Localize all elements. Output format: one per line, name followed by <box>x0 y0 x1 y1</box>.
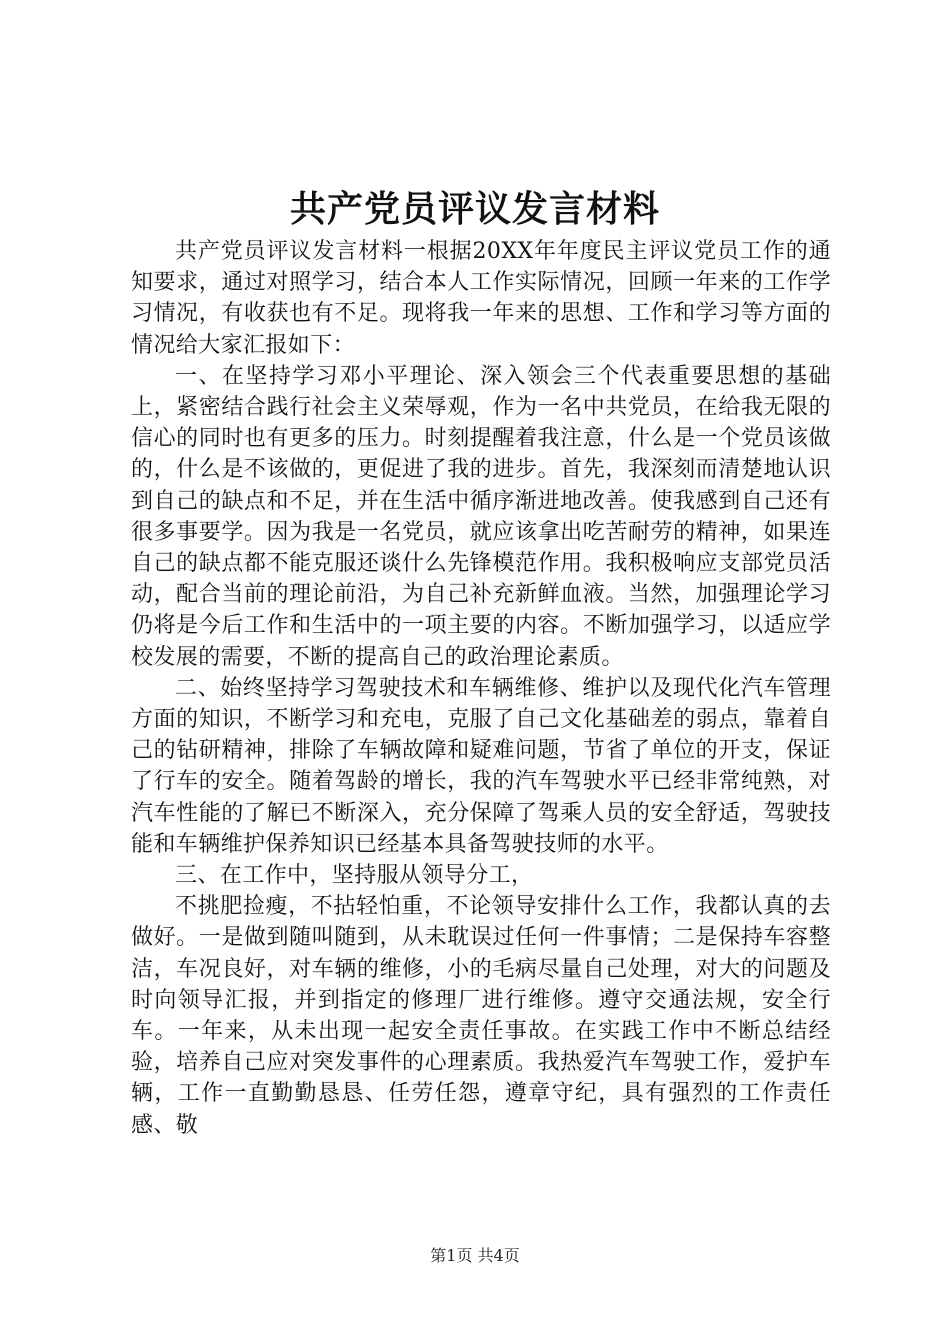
paragraph-section-1: 一、在坚持学习邓小平理论、深入领会三个代表重要思想的基础上，紧密结合践行社会主义荣辱观，作为一名中共党员，在给我无限的信心的同时也有更多的压力。时刻提醒着我注意，什么是一个党员该做的，什么是不该做的，更促进了我的进步。首先，我深刻而清楚地认识到自己的缺点和不足，并在生活中循序渐进地改善。使我感到自己还有很多事要学。因为我是一名党员，就应该拿出吃苦耐劳的精神，如果连自己的缺点都不能克服还谈什么先锋模范作用。我积极响应支部党员活动，配合当前的理论前沿，为自己补充新鲜血液。当然，加强理论学习仍将是今后工作和生活中的一项主要的内容。不断加强学习，以适应学校发展的需要，不断的提高自己的政治理论素质。 <box>131 363 831 670</box>
document-title: 共产党员评议发言材料 <box>289 188 660 230</box>
document-body <box>131 236 831 1141</box>
paragraph-section-3-body: 不挑肥捡瘦，不拈轻怕重，不论领导安排什么工作，我都认真的去做好。一是做到随叫随到，从未耽误过任何一件事情；二是保持车容整洁，车况良好，对车辆的维修，小的毛病尽量自己处理，对大的问题及时向领导汇报，并到指定的修理厂进行维修。遵守交通法规，安全行车。一年来，从未出现一起安全责任事故。在实践工作中不断总结经验，培养自己应对突发事件的心理素质。我热爱汽车驾驶工作，爱护车辆，工作一直勤勤恳恳、任劳任怨，遵章守纪，具有强烈的工作责任感、敬 <box>131 894 831 1138</box>
paragraph-section-3-heading: 三、在工作中，坚持服从领导分工， <box>175 863 534 889</box>
paragraph-section-2: 二、始终坚持学习驾驶技术和车辆维修、维护以及现代化汽车管理方面的知识，不断学习和充电，克服了自己文化基础差的弱点，靠着自己的钻研精神，排除了车辆故障和疑难问题，节省了单位的开支，保证了行车的安全。随着驾龄的增长，我的汽车驾驶水平已经非常纯熟，对汽车性能的了解已不断深入，充分保障了驾乘人员的安全舒适，驾驶技能和车辆维护保养知识已经基本具备驾驶技师的水平。 <box>131 675 831 857</box>
paragraph-intro: 共产党员评议发言材料一根据20XX年年度民主评议党员工作的通知要求，通过对照学习，结合本人工作实际情况，回顾一年来的工作学习情况，有收获也有不足。现将我一年来的思想、工作和学习等方面的情况给大家汇报如下： <box>131 239 831 358</box>
page-number: 第1页 共4页 <box>430 1246 520 1265</box>
